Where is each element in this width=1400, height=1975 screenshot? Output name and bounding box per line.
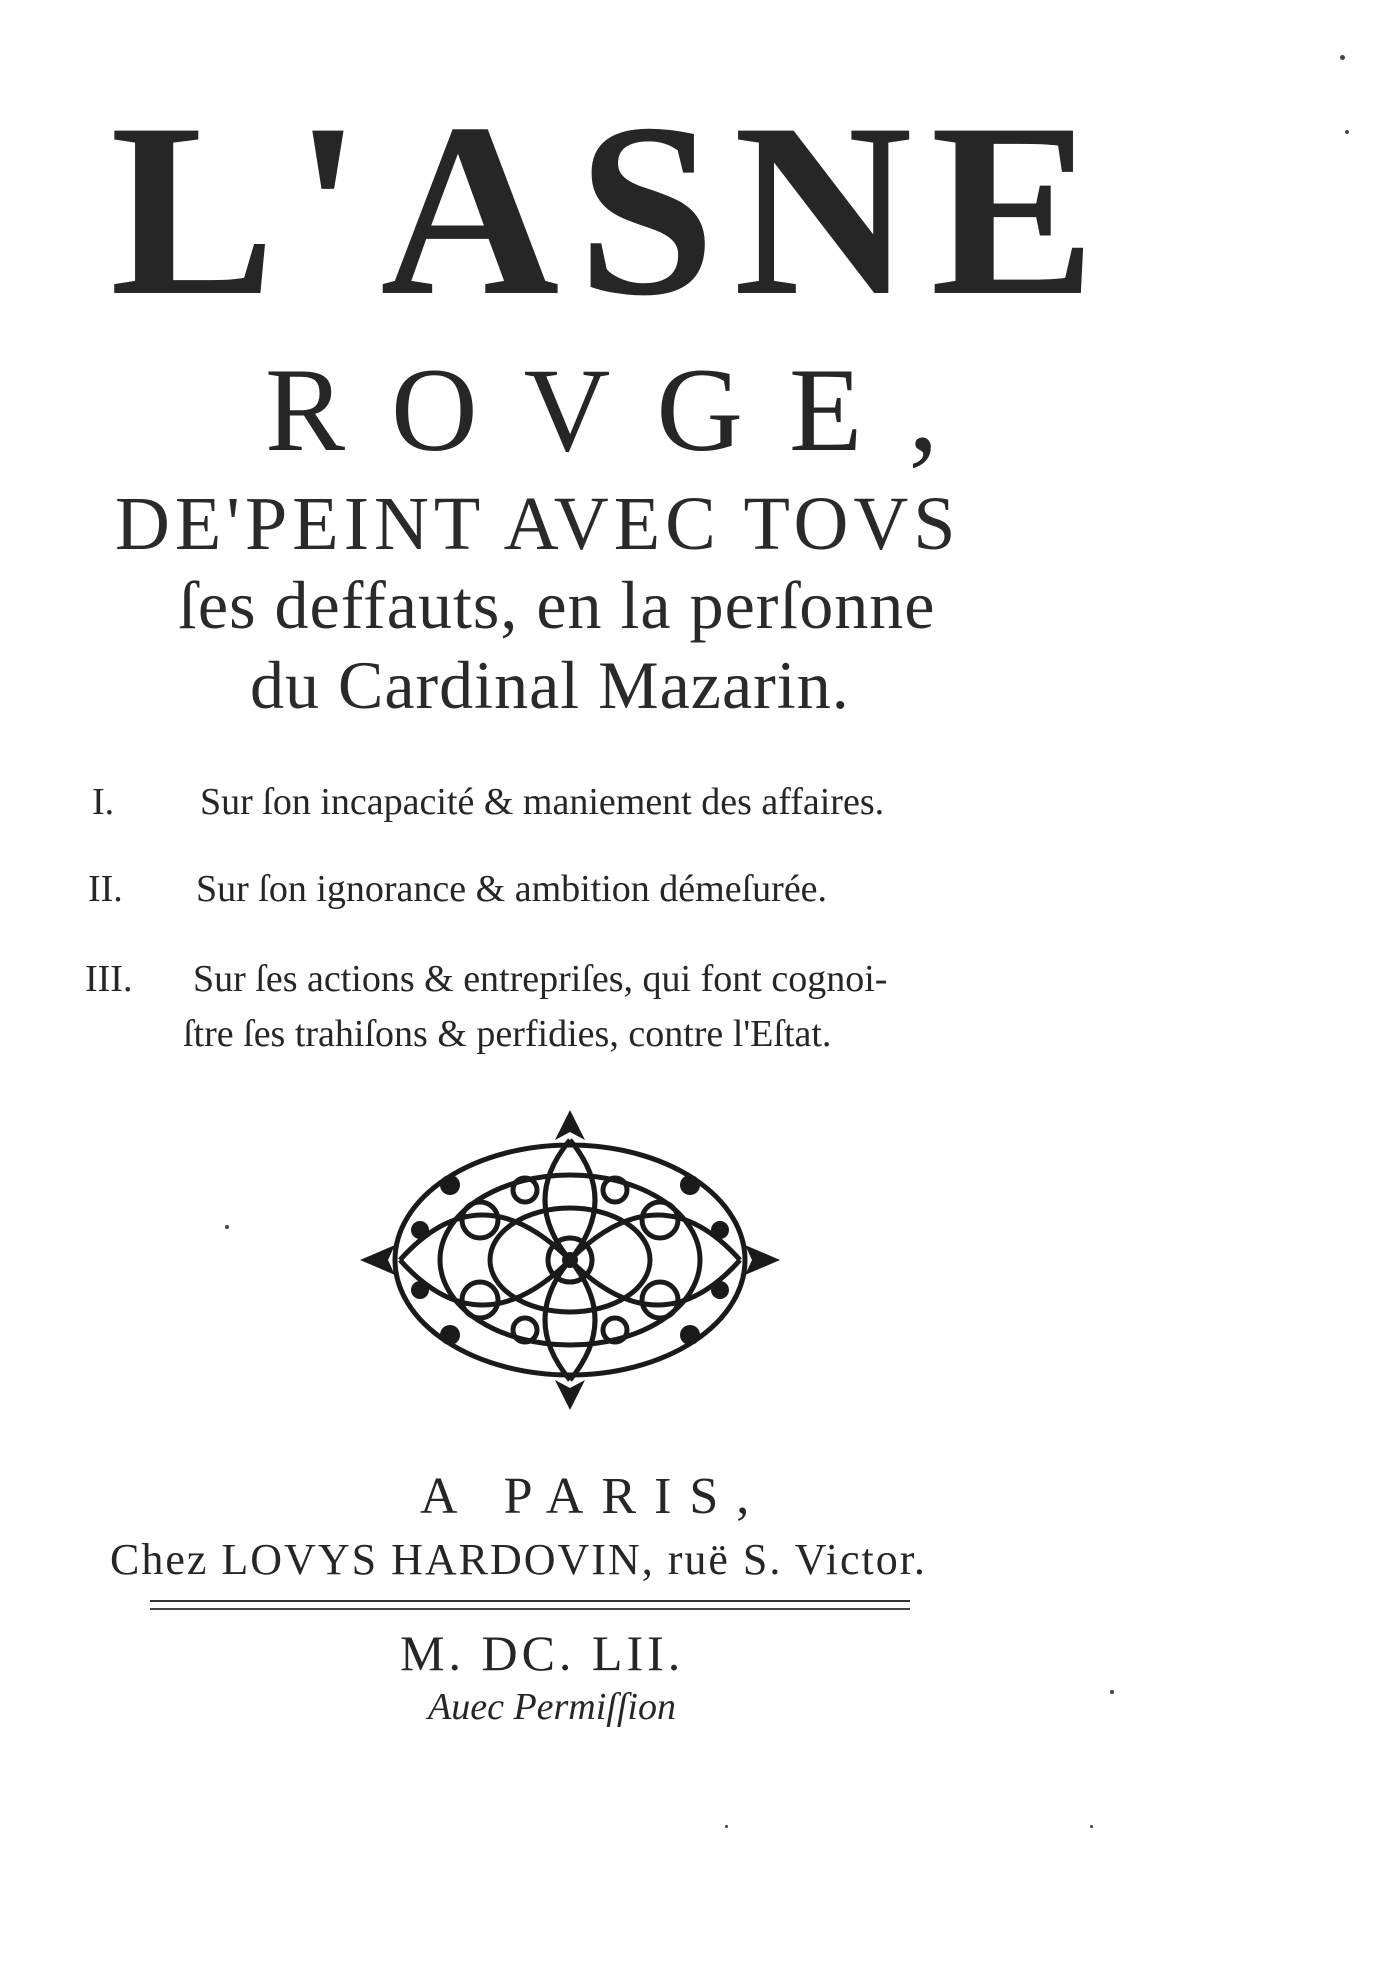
- title-line-2: ROVGE,: [265, 343, 985, 476]
- title-line-4: ſes deffauts, en la perſonne: [178, 567, 936, 643]
- divider-rule: [150, 1600, 910, 1610]
- ink-speck: [1340, 55, 1345, 60]
- imprint-place: A PARIS,: [420, 1468, 768, 1525]
- point-2-text: Sur ſon ignorance & ambition démeſurée.: [196, 868, 828, 910]
- title-line-3: DE'PEINT AVEC TOVS: [115, 482, 961, 566]
- ink-speck: [1090, 1825, 1093, 1828]
- point-1-text: Sur ſon incapacité & maniement des affaires.: [200, 781, 885, 823]
- ink-speck: [1110, 1690, 1114, 1694]
- ink-speck: [225, 1225, 229, 1229]
- point-3-text-continued: ſtre ſes trahiſons & perfidies, contre l'Eſtat.: [183, 1013, 832, 1055]
- arabesque-ornament-icon: [360, 1110, 780, 1410]
- point-2-number: II.: [88, 868, 123, 910]
- imprint-printer: Chez LOVYS HARDOVIN, ruë S. Victor.: [110, 1535, 927, 1584]
- point-1-number: I.: [92, 781, 115, 823]
- point-3-text: Sur ſes actions & entrepriſes, qui font cognoi-: [193, 958, 888, 1000]
- title-line-5: du Cardinal Mazarin.: [250, 647, 850, 723]
- ink-speck: [1345, 130, 1349, 134]
- imprint-date: M. DC. LII.: [400, 1625, 685, 1681]
- imprint-permission: Auec Permiſſion: [428, 1686, 676, 1728]
- ink-speck: [725, 1825, 728, 1828]
- title-line-1: L'ASNE: [110, 72, 1114, 347]
- point-3-number: III.: [85, 958, 133, 1000]
